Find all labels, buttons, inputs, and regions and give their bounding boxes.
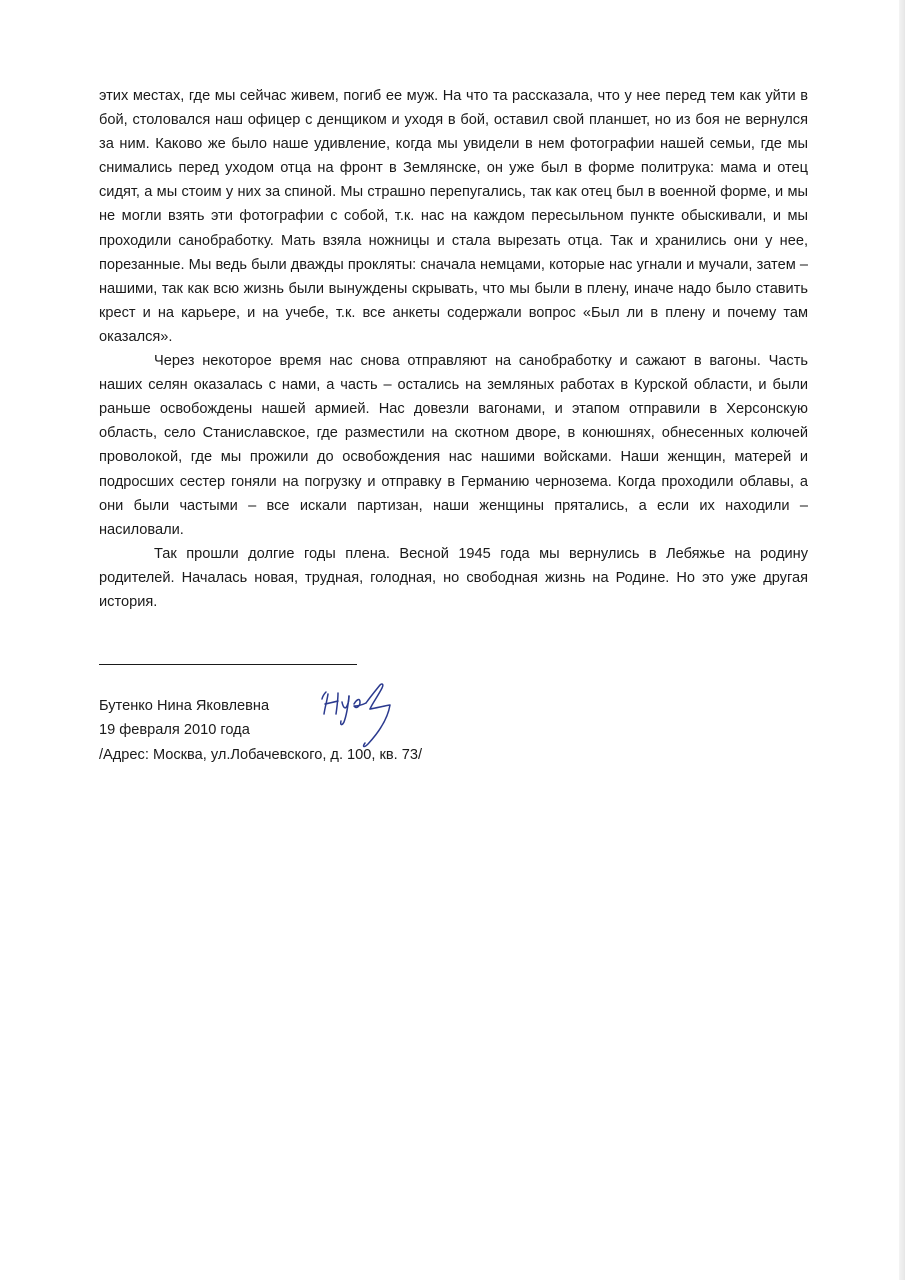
handwritten-signature (316, 682, 396, 754)
author-address: /Адрес: Москва, ул.Лобачевского, д. 100, кв. 73/ (99, 746, 423, 763)
document-body (99, 84, 808, 614)
scan-edge (899, 0, 905, 1280)
paragraph-2: Через некоторое время нас снова отправляют на санобработку и сажают в вагоны. Часть наших селян оказалась с нами, а часть – остались на земляных работах в Курской области, и были раньше освобождены нашей армией. Нас довезли вагонами, и этапом отправили в Херсонскую область, село Станиславское, где разместили на скотном дворе, в конюшнях, обнесенных колючей проволокой, где мы прожили до освобождения нас нашими войсками. Наши женщин, матерей и подросших сестер гоняли на погрузку и отправку в Германию чернозема. Когда проходили облавы, а они были частыми – все искали партизан, наши женщины прятались, а если их находили – насиловали. (99, 353, 808, 538)
paragraph-1: этих местах, где мы сейчас живем, погиб ее муж. На что та рассказала, что у нее перед тем как уйти в бой, столовался наш офицер с денщиком и уходя в бой, оставил свой планшет, но из боя не вернулся за ним. Каково же было наше удивление, когда мы увидели в нем фотографии нашей семьи, где мы снимались перед уходом отца на фронт в Землянске, он уже был в форме политрука: мама и отец сидят, а мы стоим у них за спиной. Мы страшно перепугались, так как отец был в военной форме, и мы не могли взять эти фотографии с собой, т.к. нас на каждом пересыльном пункте обыскивали, и мы проходили санобработку. Мать взяла ножницы и стала вырезать отца. Так и хранились они у нее, порезанные. Мы ведь были дважды прокляты: сначала немцами, которые нас угнали и мучали, затем – нашими, так как всю жизнь были вынуждены скрывать, что мы были в плену, иначе надо было ставить крест и на карьере, и на учебе, т.к. все анкеты содержали вопрос «Был ли в плену и почему там оказался». (99, 88, 808, 345)
signature-rule (99, 664, 357, 665)
author-name: Бутенко Нина Яковлевна (99, 698, 270, 714)
paragraph-3: Так прошли долгие годы плена. Весной 1945 года мы вернулись в Лебяжье на родину родителей. Началась новая, трудная, голодная, но свободная жизнь на Родине. Но это уже другая история. (99, 545, 808, 610)
signature-date: 19 февраля 2010 года (99, 722, 250, 739)
